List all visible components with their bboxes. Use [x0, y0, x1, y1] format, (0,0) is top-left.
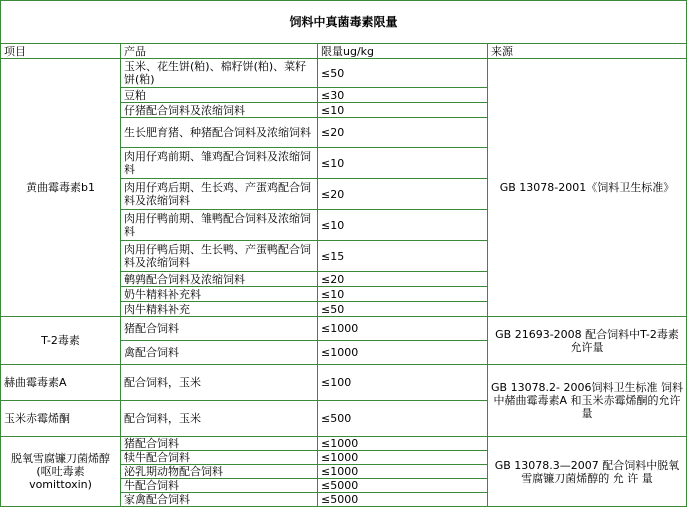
- product-cell: 配合饲料，玉米: [121, 365, 318, 401]
- limit-cell: ≤50: [318, 59, 488, 88]
- source-gb21693-2008: GB 21693-2008 配合饲料中T-2毒素允许量: [488, 317, 687, 365]
- limit-cell: ≤10: [318, 148, 488, 179]
- limit-cell: ≤5000: [318, 479, 488, 493]
- product-cell: 禽配合饲料: [121, 341, 318, 365]
- header-limit: 限量ug/kg: [318, 44, 488, 59]
- source-gb13078-2-2006: GB 13078.2- 2006饲料卫生标准 饲料中赭曲霉毒素A 和玉米赤霉烯酮的允许量: [488, 365, 687, 437]
- table-row: [1, 437, 687, 451]
- product-cell: 配合饲料，玉米: [121, 401, 318, 437]
- limit-cell: ≤10: [318, 287, 488, 302]
- limit-cell: ≤100: [318, 365, 488, 401]
- product-cell: 肉牛精料补充: [121, 302, 318, 317]
- product-cell: 奶牛精料补充料: [121, 287, 318, 302]
- limit-cell: ≤1000: [318, 437, 488, 451]
- limit-cell: ≤10: [318, 103, 488, 118]
- product-cell: 仔猪配合饲料及浓缩饲料: [121, 103, 318, 118]
- table-row: [1, 59, 687, 88]
- header-item: 项目: [1, 44, 121, 59]
- limit-cell: ≤50: [318, 302, 488, 317]
- product-cell: 玉米、花生饼(粕)、棉籽饼(粕)、菜籽饼(粕): [121, 59, 318, 88]
- limit-cell: ≤15: [318, 241, 488, 272]
- product-cell: 鹌鹑配合饲料及浓缩饲料: [121, 272, 318, 287]
- product-cell: 猪配合饲料: [121, 317, 318, 341]
- product-cell: 泌乳期动物配合饲料: [121, 465, 318, 479]
- header-product: 产品: [121, 44, 318, 59]
- limit-cell: ≤5000: [318, 493, 488, 507]
- table-row: [1, 317, 687, 341]
- source-gb13078-3-2007: GB 13078.3—2007 配合饲料中脱氧雪腐镰刀菌烯醇的 允 许 量: [488, 437, 687, 507]
- limit-cell: ≤1000: [318, 317, 488, 341]
- product-cell: 肉用仔鸡后期、生长鸡、产蛋鸡配合饲料及浓缩饲料: [121, 179, 318, 210]
- product-cell: 家禽配合饲料: [121, 493, 318, 507]
- product-cell: 生长肥育猪、种猪配合饲料及浓缩饲料: [121, 118, 318, 148]
- product-cell: 犊牛配合饲料: [121, 451, 318, 465]
- item-aflatoxin-b1: 黄曲霉毒素b1: [1, 59, 121, 317]
- limit-cell: ≤1000: [318, 341, 488, 365]
- table-title: 饲料中真菌毒素限量: [1, 1, 687, 44]
- source-gb13078-2001: GB 13078-2001《饲料卫生标准》: [488, 59, 687, 317]
- item-zearalenone: 玉米赤霉烯酮: [1, 401, 121, 437]
- limit-cell: ≤20: [318, 272, 488, 287]
- product-cell: 猪配合饲料: [121, 437, 318, 451]
- item-t2-toxin: T-2毒素: [1, 317, 121, 365]
- item-deoxynivalenol: 脱氧雪腐镰刀菌烯醇(呕吐毒素 vomittoxin): [1, 437, 121, 507]
- header-source: 来源: [488, 44, 687, 59]
- limit-cell: ≤500: [318, 401, 488, 437]
- limit-cell: ≤20: [318, 179, 488, 210]
- product-cell: 肉用仔鸭前期、雏鸭配合饲料及浓缩饲料: [121, 210, 318, 241]
- item-ochratoxin-a: 赫曲霉毒素A: [1, 365, 121, 401]
- limit-cell: ≤1000: [318, 451, 488, 465]
- product-cell: 牛配合饲料: [121, 479, 318, 493]
- limit-cell: ≤10: [318, 210, 488, 241]
- product-cell: 豆粕: [121, 88, 318, 103]
- product-cell: 肉用仔鸭后期、生长鸭、产蛋鸭配合饲料及浓缩饲料: [121, 241, 318, 272]
- product-cell: 肉用仔鸡前期、雏鸡配合饲料及浓缩饲料: [121, 148, 318, 179]
- limit-cell: ≤1000: [318, 465, 488, 479]
- limit-cell: ≤20: [318, 118, 488, 148]
- table-row: [1, 365, 687, 401]
- limit-cell: ≤30: [318, 88, 488, 103]
